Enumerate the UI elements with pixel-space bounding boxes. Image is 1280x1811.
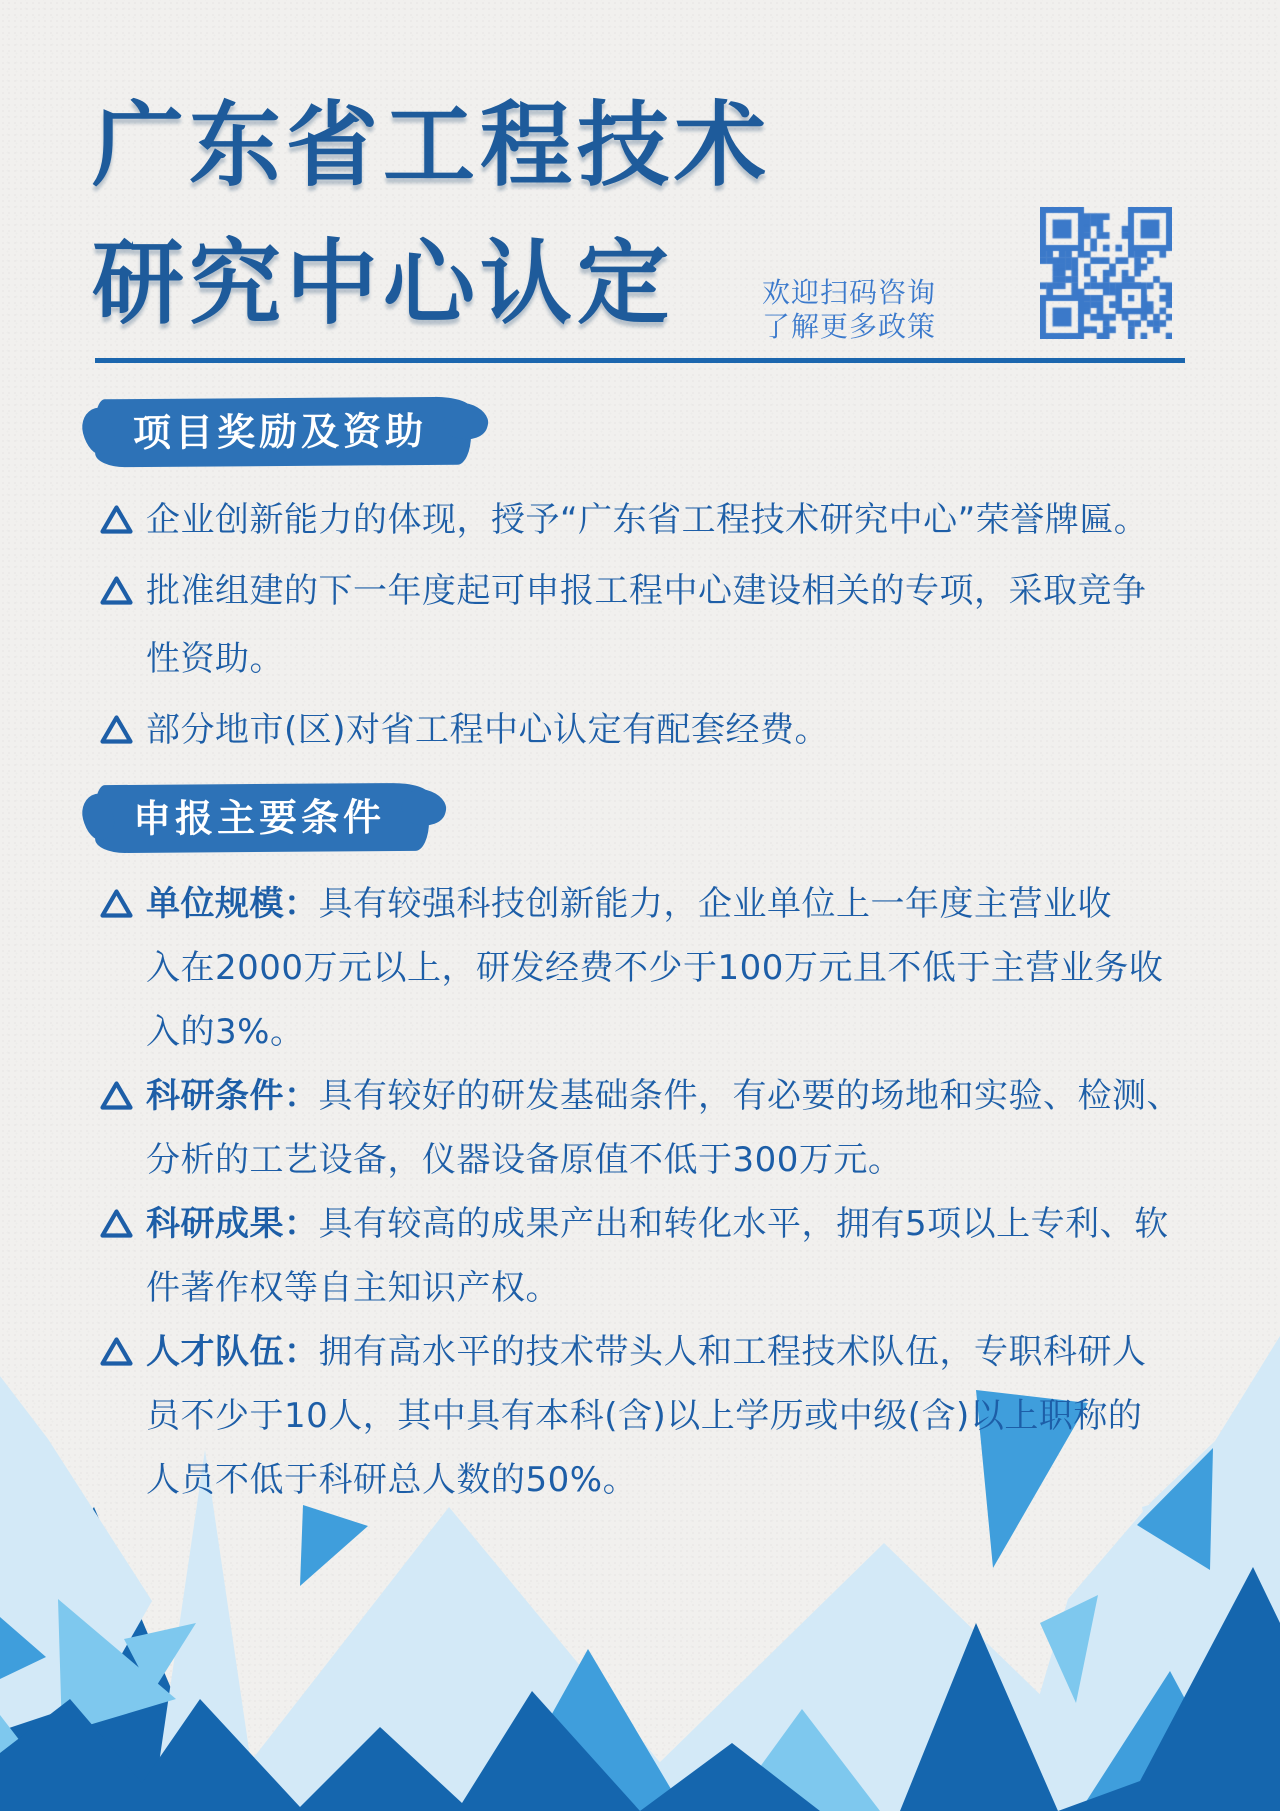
bullet-label: 科研成果： xyxy=(146,1204,319,1244)
sections xyxy=(95,398,1195,1512)
bullet-item xyxy=(95,1320,1195,1512)
bullet-line: 批准组建的下一年度起可申报工程中心建设相关的专项，采取竞争 xyxy=(146,571,1147,611)
bullet-text xyxy=(146,557,1195,693)
bullet-list xyxy=(95,486,1195,764)
bullet-item xyxy=(95,1064,1195,1192)
bullet-text xyxy=(146,872,1195,1064)
triangle-bullet-icon xyxy=(100,872,146,918)
bullet-item xyxy=(95,1192,1195,1320)
bullet-line: 员不少于10人，其中具有本科(含)以上学历或中级(含)以上职称的 xyxy=(146,1396,1143,1436)
page-title xyxy=(92,76,771,352)
triangle-bullet-icon xyxy=(100,1064,146,1110)
triangle-bullet-icon xyxy=(100,1192,146,1238)
bullet-text xyxy=(146,696,1195,764)
bullet-line: 科研成果：具有较高的成果产出和转化水平，拥有5项以上专利、软 xyxy=(146,1204,1169,1244)
section xyxy=(95,784,1195,1512)
page-title-line2: 研究中心认定 xyxy=(92,229,675,337)
triangle-bullet-icon xyxy=(100,486,146,534)
bullet-line: 人员不低于科研总人数的50%。 xyxy=(146,1460,638,1500)
bullet-line: 入的3%。 xyxy=(146,1012,305,1052)
bullet-line: 入在2000万元以上，研发经费不少于100万元且不低于主营业务收 xyxy=(146,948,1164,988)
qr-caption-line2: 了解更多政策 xyxy=(762,310,937,343)
qr-caption xyxy=(762,276,936,344)
triangle-bullet-icon xyxy=(100,1320,146,1366)
section-badge-label: 申报主要条件 xyxy=(132,794,386,841)
bullet-text xyxy=(146,1064,1195,1192)
bullet-list xyxy=(95,872,1195,1512)
title-divider xyxy=(95,358,1185,363)
bullet-label: 科研条件： xyxy=(146,1076,319,1116)
bullet-line: 科研条件：具有较好的研发基础条件，有必要的场地和实验、检测、 xyxy=(146,1076,1181,1116)
qr-code xyxy=(1040,207,1172,339)
bullet-label: 人才队伍： xyxy=(146,1332,319,1372)
bullet-line: 性资助。 xyxy=(146,639,284,679)
triangle-bullet-icon xyxy=(100,557,146,605)
triangle-bullet-icon xyxy=(100,696,146,744)
bullet-line: 部分地市(区)对省工程中心认定有配套经费。 xyxy=(146,710,830,750)
bullet-line: 企业创新能力的体现，授予“广东省工程技术研究中心”荣誉牌匾。 xyxy=(146,500,1149,540)
section xyxy=(95,398,1195,764)
bullet-label: 单位规模： xyxy=(146,884,319,924)
bullet-text xyxy=(146,1320,1195,1512)
bullet-line: 人才队伍：拥有高水平的技术带头人和工程技术队伍，专职科研人 xyxy=(146,1332,1147,1372)
bullet-item xyxy=(95,557,1195,693)
bullet-item xyxy=(95,696,1195,764)
page-title-line1: 广东省工程技术 xyxy=(92,91,772,199)
section-badge xyxy=(95,783,429,853)
bullet-line: 分析的工艺设备，仪器设备原值不低于300万元。 xyxy=(146,1140,903,1180)
bullet-item xyxy=(95,486,1195,554)
bullet-line: 单位规模：具有较强科技创新能力，企业单位上一年度主营业收 xyxy=(146,884,1112,924)
bullet-text xyxy=(146,486,1195,554)
bullet-text xyxy=(146,1192,1195,1320)
section-badge xyxy=(95,397,471,468)
bullet-line: 件著作权等自主知识产权。 xyxy=(146,1268,560,1308)
section-badge-label: 项目奖励及资助 xyxy=(132,407,428,456)
bullet-item xyxy=(95,872,1195,1064)
qr-caption-line1: 欢迎扫码咨询 xyxy=(762,276,937,309)
